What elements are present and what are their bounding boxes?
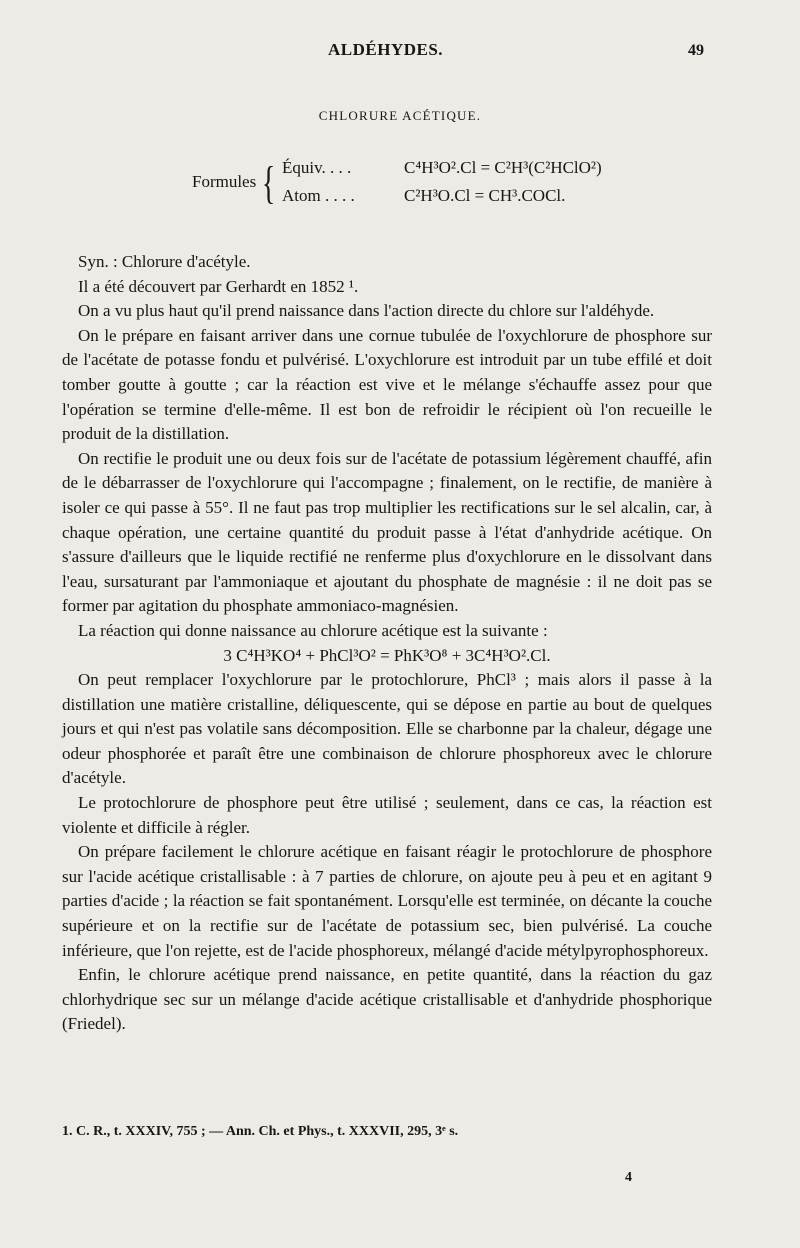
paragraph-synonym: Syn. : Chlorure d'acétyle. [78,252,251,271]
paragraph: On le prépare en faisant arriver dans une cornue tubulée de l'oxychlorure de phosphore sur de l'acétate de potasse fondu et pulvérisé. L'oxychlorure est introduit par un tube effilé et doit tomber goutte à goutte ; car la réaction est vive et le mélange s'échauffe assez pour que l'opération se termine d'elle-même. Il est bon de refroidir le récipient où l'on recueille le produit de la distillation. [62,325,712,444]
section-title: CHLORURE ACÉTIQUE. [318,108,482,123]
formula-value: C²H³O.Cl = CH³.COCl. [404,186,566,205]
header-title: ALDÉHYDES. [328,40,444,59]
formula-row-equiv [282,158,602,178]
body-text [62,250,712,1037]
formula-block [192,152,712,230]
page-number: 49 [688,42,704,59]
signature-mark: 4 [625,1170,632,1185]
formula-label: Formules [192,172,257,191]
brace-icon: { [262,157,276,208]
formula-key: Équiv. . . . [282,158,352,177]
paragraph: On a vu plus haut qu'il prend naissance dans l'action directe du chlore sur l'aldéhyde. [78,301,655,321]
paragraph: Enfin, le chlorure acétique prend naissance, en petite quantité, dans la réaction du gaz chlorhydrique sec sur un mélange d'acide acétique cristallisable et d'anhydride phosphorique (Friedel). [62,965,712,1034]
formula-key: Atom . . . . [282,186,355,205]
formula-value: C⁴H³O².Cl = C²H³(C²HClO²) [404,158,602,177]
paragraph: Le protochlorure de phosphore peut être utilisé ; seulement, dans ce cas, la réaction est violente et difficile à régler. [62,793,712,837]
paragraph: On peut remplacer l'oxychlorure par le protochlorure, PhCl³ ; mais alors il passe à la distillation une matière cristalline, déliquescente, qui se dépose en partie au bout de quelques jours et qui n'est pas volatile sans décomposition. Elle se charbonne par la chaleur, dégage une odeur phosphorée et paraît être une combinaison de chlorure phosphoreux avec le chlorure d'acétyle. [62,670,712,788]
formula-row-atom [282,186,565,206]
paragraph: La réaction qui donne naissance au chlorure acétique est la suivante : [78,620,548,640]
paragraph: On prépare facilement le chlorure acétique en faisant réagir le protochlorure de phosphore sur l'acide acétique cristallisable : à 7 parties de chlorure, on ajoute peu à peu et en agitant 9 parties d'acide ; la réaction se fait spontanément. Lorsqu'elle est terminée, on décante la couche supérieure et on la rectifie sur de l'acétate de potassium sec, bien pulvérisé. La couche inférieure, que l'on rejette, est de l'acide phosphoreux, mélangé d'acide métylpyrophosphoreux. [62,842,712,960]
footnote: 1. C. R., t. XXXIV, 755 ; — Ann. Ch. et Phys., t. XXXVII, 295, 3ᵉ s. [62,1124,459,1139]
reaction-equation: 3 C⁴H³KO⁴ + PhCl³O² = PhK³O⁸ + 3C⁴H³O².Cl. [223,645,551,665]
running-header [0,40,800,70]
paragraph: On rectifie le produit une ou deux fois sur de l'acétate de potassium légèrement chauffé, afin de le débarrasser de l'oxychlorure qui l'accompagne ; finalement, on le rectifie, de manière à isoler ce qui passe à 55°. Il ne faut pas trop multiplier les rectifications sur le sel alcalin, car, à chaque opération, une certaine quantité du produit passe à l'état d'anhydride acétique. On s'assure d'ailleurs que le liquide rectifié ne renferme plus d'oxychlorure en le dissolvant dans l'eau, sursaturant par l'ammoniaque et ajoutant du phosphate de magnésie : il ne doit pas se former par agitation du phosphate ammoniaco-magnésien. [62,448,712,616]
paragraph: Il a été découvert par Gerhardt en 1852 ¹. [78,276,359,296]
